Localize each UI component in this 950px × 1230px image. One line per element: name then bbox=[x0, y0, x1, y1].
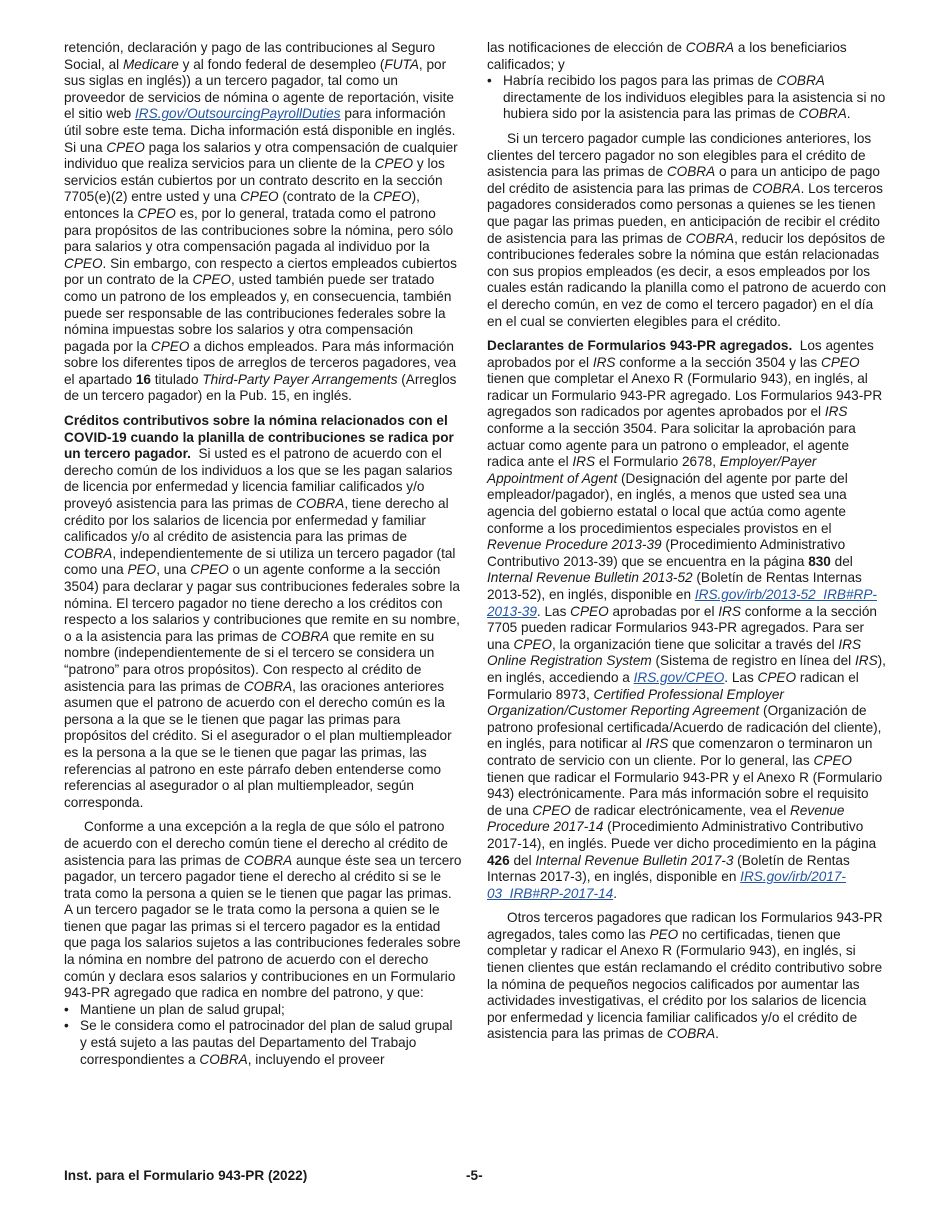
bullet-icon: • bbox=[64, 1018, 69, 1034]
paragraph-covid-credits: Créditos contributivos sobre la nómina relacionados con el COVID-19 cuando la planilla de contribuciones se radica por un tercero pagador. Si usted es el patrono de acuerdo con el derecho común de los individuos a los que se les pagan salarios de licencia por enfermedad y licencia familiar calificados y/o proveyó asistencia para las primas de COBRA, tiene derecho al crédito por los salarios de licencia por enfermedad y familiar calificados y/o al crédito de asistencia para las primas de COBRA, independientemente de si utiliza un tercero pagador (tal como una PEO, una CPEO o un agente conforme a la sección 3504) para declarar y pagar sus contribuciones federales sobre la nómina. El tercero pagador no tiene derecho a los créditos con respecto a los salarios y contribuciones que remite en su nombre, o a la asistencia para las primas de COBRA que remite en su nombre (independientemente de si el tercero se considera un “patrono” para otros propósitos). Con respecto al crédito de asistencia para las primas de COBRA, las oraciones anteriores asumen que el patrono de acuerdo con el derecho común es la persona a la que se le tienen que pagar las primas para propósitos del crédito. Si el asegurador o el plan multiempleador es la persona a la que se le tienen que pagar las primas, las referencias al patrono en este párrafo deben entenderse como referencias al asegurador o al plan multiempleador, según corresponda. bbox=[64, 413, 460, 810]
page-footer bbox=[64, 1168, 887, 1183]
paragraph-aggregate-filers: Declarantes de Formularios 943-PR agregados. Los agentes aprobados por el IRS conforme a la sección 3504 y las CPEO tienen que completar el Anexo R (Formulario 943), en inglés, al radicar un Formulario 943-PR agregado. Los Formularios 943-PR agregados son radicados por agentes aprobados por el IRS conforme a la sección 3504. Para solicitar la aprobación para actuar como agente para un patrono o empleador, el agente radica ante el IRS el Formulario 2678, Employer/Payer Appointment of Agent (Designación del agente por parte del empleador/pagador), en inglés, a menos que usted sea una agencia del gobierno estatal o local que actúa como agente conforme a los procedimientos especiales provistos en el Revenue Procedure 2013-39 (Procedimiento Administrativo Contributivo 2013-39) que se encuentra en la página 830 del Internal Revenue Bulletin 2013-52 (Boletín de Rentas Internas 2013-52), en inglés, disponible en IRS.gov/irb/2013-52_IRB#RP-2013-39. Las CPEO aprobadas por el IRS conforme a la sección 7705 pueden radicar Formularios 943-PR agregados. Para ser una CPEO, la organización tiene que solicitar a través del IRS Online Registration System (Sistema de registro en línea del IRS), en inglés, accediendo a IRS.gov/CPEO. Las CPEO radican el Formulario 8973, Certified Professional Employer Organization/Customer Reporting Agreement (Organización de patrono profesional certificada/Acuerdo de radicación del cliente), en inglés, para notificar al IRS que comenzaron o terminaron un contrato de servicio con un cliente. Por lo general, las CPEO tienen que radicar el Formulario 943-PR y el Anexo R (Formulario 943) electrónicamente. Para más información sobre el requisito de una CPEO de radicar electrónicamente, vea el Revenue Procedure 2017-14 (Procedimiento Administrativo Contributivo 2017-14), en inglés. Puede ver dicho procedimiento en la página 426 del Internal Revenue Bulletin 2017-3 (Boletín de Rentas Internas 2017-3), en inglés, disponible en IRS.gov/irb/2017-03_IRB#RP-2017-14. bbox=[487, 338, 886, 901]
paragraph-other-third-party: Otros terceros pagadores que radican los Formularios 943-PR agregados, tales como las PEO no certificadas, tienen que completar y radicar el Anexo R (Formulario 943), en inglés, si tienen clientes que están reclamando el crédito contributivo sobre la nómina de pequeños negocios calificados por aumentar las actividades investigativas, el crédito por los salarios de licencia por enfermedad y licencia familiar calificados y/o el crédito de asistencia para las primas de COBRA. bbox=[487, 910, 883, 1042]
link-irb-2013-52[interactable]: IRS.gov/irb/2013-52_IRB#RP-2013-39 bbox=[487, 587, 877, 619]
bullet-icon: • bbox=[487, 73, 492, 89]
bullet-continuation: las notificaciones de elección de COBRA a los beneficiarios calificados; y bbox=[487, 40, 847, 72]
bullet-text: Habría recibido los pagos para las primas de COBRA directamente de los individuos elegibles para la asistencia si no hubiera sido por la asistencia para las primas de COBRA. bbox=[503, 73, 886, 122]
bullet-text: Se le considera como el patrocinador del plan de salud grupal y está sujeto a las pautas del Departamento del Trabajo correspondientes a COBRA, incluyendo el proveer bbox=[80, 1018, 453, 1067]
paragraph-third-party-conditions: Si un tercero pagador cumple las condiciones anteriores, los clientes del tercero pagador no son elegibles para el crédito de asistencia para las primas de COBRA o para un anticipo de pago del crédito de asistencia para las primas de COBRA. Los terceros pagadores considerados como personas a quienes se les tienen que pagar las primas pueden, en anticipación de recibir el crédito de asistencia para las primas de COBRA, reducir los depósitos de contribuciones federales sobre la nómina que están relacionadas con sus propios empleados (es decir, a esos empleados por los cuales están radicando la planilla como el patrono de acuerdo con el derecho común, en vez de como el tercero pagador) en el día en el cual se convierten elegibles para el crédito. bbox=[487, 130, 887, 329]
heading-covid-credits: Créditos contributivos sobre la nómina relacionados con el COVID-19 cuando la planilla de contribuciones se radica por un tercero pagador. bbox=[64, 413, 454, 462]
paragraph-cobra-exception: Conforme a una excepción a la regla de que sólo el patrono de acuerdo con el derecho común tiene el derecho al crédito de asistencia para las primas de COBRA aunque éste sea un tercero pagador, un tercero pagador tiene el derecho al crédito si se le trata como la persona a quien se le tienen que pagar las primas. A un tercero pagador se le trata como la persona a quien se le tienen que pagar las primas si el tercero pagador es la entidad que paga los salarios sujetos a las contribuciones federales sobre la nómina en nombre del patrono de acuerdo con el derecho común y declara esos salarios y contribuciones en un Formulario 943-PR agregado que radica en nombre del patrono, y que: bbox=[64, 819, 462, 1001]
link-cpeo[interactable]: IRS.gov/CPEO bbox=[633, 669, 725, 685]
bullet-item bbox=[64, 1018, 462, 1068]
link-outsourcing-payroll[interactable]: IRS.gov/OutsourcingPayrollDuties bbox=[135, 106, 341, 122]
bullet-item bbox=[64, 1002, 462, 1019]
bullet-item bbox=[487, 73, 887, 123]
bullet-text: Mantiene un plan de salud grupal; bbox=[80, 1001, 285, 1017]
heading-aggregate-filers: Declarantes de Formularios 943-PR agregados. bbox=[487, 338, 793, 354]
link-irb-2017-03[interactable]: IRS.gov/irb/2017-03_IRB#RP-2017-14 bbox=[487, 869, 846, 901]
right-column bbox=[487, 40, 887, 1051]
page-number: -5- bbox=[466, 1168, 483, 1183]
bullet-icon: • bbox=[64, 1001, 69, 1017]
paragraph-third-party-payers: retención, declaración y pago de las contribuciones al Seguro Social, al Medicare y al fondo federal de desempleo (FUTA, por sus siglas en inglés)) a un tercero pagador, tal como un proveedor de servicios de nómina o agente de reportación, visite el sitio web IRS.gov/OutsourcingPayrollDuties para información útil sobre este tema. Dicha información está disponible en inglés. Si una CPEO paga los salarios y otra compensación de cualquier individuo que realiza servicios para un cliente de la CPEO y los servicios están cubiertos por un contrato descrito en la sección 7705(e)(2) entre usted y una CPEO (contrato de la CPEO), entonces la CPEO es, por lo general, tratada como el patrono para propósitos de las contribuciones sobre la nómina, pero sólo para salarios y otra compensación pagada al individuo por la CPEO. Sin embargo, con respecto a ciertos empleados cubiertos por un contrato de la CPEO, usted también puede ser tratado como un patrono de los empleados y, en consecuencia, también puede ser responsable de las contribuciones federales sobre la nómina impuestas sobre los salarios y otra compensación pagada por la CPEO a dichos empleados. Para más información sobre los diferentes tipos de arreglos de terceros pagadores, vea el apartado 16 titulado Third-Party Payer Arrangements (Arreglos de un tercero pagador) en la Pub. 15, en inglés. bbox=[64, 40, 458, 404]
left-column bbox=[64, 40, 462, 1068]
footer-title: Inst. para el Formulario 943-PR (2022) bbox=[64, 1168, 308, 1183]
